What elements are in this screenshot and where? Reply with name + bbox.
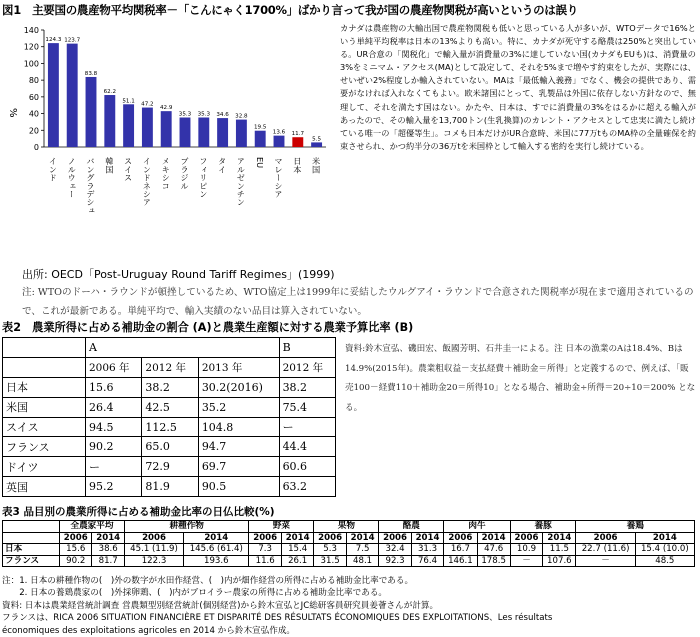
table3-year-header: 2006	[576, 532, 635, 544]
table2-cell: ー	[86, 457, 142, 477]
table3-year-header: 2006	[124, 532, 183, 544]
table2-cell: 94.7	[198, 437, 279, 457]
table2-cell: 26.4	[86, 397, 142, 417]
table3-corner-2	[3, 532, 60, 544]
table2-cell: 35.2	[198, 397, 279, 417]
table3-cell: 11.5	[543, 544, 576, 556]
table3-cell: 76.4	[411, 555, 443, 567]
bar	[255, 131, 266, 147]
x-tick-label: 日本	[292, 157, 303, 174]
y-tick-label: 40	[28, 109, 39, 119]
table3-note-line: économiques des exploitations agricoles en 2014 から鈴木宣弘作成。	[2, 625, 296, 636]
table3	[2, 520, 695, 567]
table3-cell: 90.2	[60, 555, 92, 567]
x-tick-label: マレーシア	[274, 157, 284, 198]
table2-row	[3, 437, 336, 457]
y-tick-label: 20	[28, 126, 39, 136]
y-tick-label: 0	[33, 143, 39, 152]
table3-title: 表3 品目別の農業所得に占める補助金比率の日仏比較(%)	[2, 506, 275, 518]
table3-cell: 38.6	[92, 544, 124, 556]
table3-row-label: 日本	[3, 544, 60, 556]
y-tick-label: 60	[28, 92, 39, 102]
table2-row-label: ドイツ	[3, 457, 86, 477]
table2-cell: ー	[279, 417, 335, 437]
table3-cell: －	[576, 555, 635, 567]
figure-source: 出所: OECD「Post-Uruguay Round Tariff Regimes」(1999)	[22, 268, 335, 281]
table2-cell: 112.5	[142, 417, 198, 437]
table3-cell: 145.6 (61.4)	[184, 544, 249, 556]
table3-group-row	[3, 521, 695, 533]
bar-value-label: 123.7	[64, 37, 81, 44]
table3-row	[3, 544, 695, 556]
table3-row-label: フランス	[3, 555, 60, 567]
table2-cell: 81.9	[142, 477, 198, 497]
y-tick-label: 80	[28, 76, 39, 86]
table3-note-line: 2. 日本の養鶏農家の( )外採卵鶏、( )内がブロイラー農家の所得に占める補助金比率である。	[2, 588, 388, 599]
table3-cell: 15.6	[60, 544, 92, 556]
table2-cell: 38.2	[279, 377, 335, 397]
bar	[123, 104, 134, 147]
table3-cell: 48.5	[635, 555, 694, 567]
table3-cell: 31.5	[314, 555, 346, 567]
table2-body	[3, 377, 336, 496]
table3-cell: 146.1	[444, 555, 477, 567]
x-tick-label: インド	[48, 157, 59, 182]
table3-year-header: 2006	[510, 532, 542, 544]
tariff-bar-chart-svg	[0, 18, 335, 266]
table3-group-header: 養豚	[510, 521, 576, 533]
table2-row	[3, 377, 336, 397]
figure-title: 図1 主要国の農産物平均関税率－「こんにゃく1700%」ばかり言って我が国の農産物関税が高いというのは誤り	[2, 3, 578, 17]
bar-value-label: 62.2	[103, 89, 117, 96]
table3-cell: 193.6	[184, 555, 249, 567]
x-tick-label: バングラデシュ	[86, 157, 96, 215]
table2-year: 2012 年	[279, 357, 335, 377]
bar-value-label: 13.6	[272, 129, 286, 136]
x-tick-label: タイ	[217, 157, 228, 174]
bar-value-label: 83.8	[84, 70, 98, 77]
table3-group-header: 耕種作物	[124, 521, 249, 533]
table2-row-label: 英国	[3, 477, 86, 497]
bar	[142, 108, 153, 147]
table3-group-header: 酪農	[379, 521, 444, 533]
bar	[161, 111, 172, 147]
table2-cell: 65.0	[142, 437, 198, 457]
table3-corner	[3, 521, 60, 533]
table2-cell: 15.6	[86, 377, 142, 397]
table2-cell: 90.2	[86, 437, 142, 457]
table3-cell: 31.3	[411, 544, 443, 556]
x-tick-label: 米国	[311, 157, 322, 174]
table3-cell: 7.5	[346, 544, 378, 556]
table3-body	[3, 544, 695, 567]
bar	[86, 77, 97, 147]
y-axis-label: %	[7, 108, 18, 118]
x-tick-label: フィリピン	[198, 157, 209, 198]
table3-cell: 122.3	[124, 555, 183, 567]
table3-note-line: フランスは、RICA 2006 SITUATION FINANCIÈRE ET DISPARITÉ DES RÉSULTATS ÉCONOMIQUES DES EXPLOITATIONS、Les résultats	[2, 613, 553, 624]
table3-cell: 48.1	[346, 555, 378, 567]
table2-title: 表2 農業所得に占める補助金の割合 (A)と農業生産額に対する農業予算比率 (B)	[2, 321, 414, 334]
bar	[217, 118, 228, 147]
table3-group-header: 全農家平均	[60, 521, 125, 533]
table3-year-header: 2014	[184, 532, 249, 544]
table2-row-label: 日本	[3, 377, 86, 397]
table2-year-row	[3, 357, 336, 377]
table3-group-header: 養鶏	[576, 521, 695, 533]
table3-year-header: 2014	[411, 532, 443, 544]
table3-year-header: 2006	[314, 532, 346, 544]
bar-value-label: 35.3	[178, 111, 192, 118]
x-tick-label: EU	[255, 157, 266, 169]
bar	[274, 136, 285, 147]
x-tick-label: インドネシア	[142, 157, 153, 207]
table2-side-note: 資料:鈴木宣弘、磯田宏、飯國芳明、石井圭一による。注 日本の漁業のAは18.4%、Bは14.9%(2015年)。農業粗収益－支払経費＋補助金＝所得」と定義するので、例えば、「販売100－経費110＋補助金20＝所得10」となる場合、補助金÷所得＝20÷10＝200% となる。	[345, 344, 696, 413]
table2-group-a: A	[86, 338, 280, 358]
table3-cell: 26.1	[281, 555, 313, 567]
bar	[236, 120, 247, 147]
table2-cell: 95.2	[86, 477, 142, 497]
table2-corner-2	[3, 357, 86, 377]
table3-row	[3, 555, 695, 567]
table3-year-header: 2014	[281, 532, 313, 544]
table3-year-header: 2006	[60, 532, 92, 544]
table3-group-header: 肉牛	[444, 521, 511, 533]
table3-year-header: 2006	[249, 532, 281, 544]
table3-cell: 32.4	[379, 544, 411, 556]
table2-cell: 44.4	[279, 437, 335, 457]
table3-cell: 178.5	[477, 555, 510, 567]
table3-year-header: 2014	[346, 532, 378, 544]
table2-row-label: フランス	[3, 437, 86, 457]
x-tick-label: メキシコ	[161, 157, 172, 190]
bar-value-label: 51.1	[122, 98, 135, 105]
table2-row	[3, 477, 336, 497]
table3-cell: 15.4	[281, 544, 313, 556]
table3-year-header: 2014	[635, 532, 694, 544]
table3-note-line: 資料: 日本は農業経営統計調査 営農類型別経営統計(個別経営)から鈴木宣弘とJC総研客員研究員姜薈さんが計算。	[2, 600, 439, 611]
bar	[198, 117, 209, 147]
figure-commentary: カナダは農産物の大輸出国で農産物関税も低いと思っている人が多いが、WTOデータで16%という単純平均税率は日本の13%よりも高い。特に、カナダが死守する酪農は250%と突出している。UR合意の「関税化」で輸入量が消費量の3%に達していない国(カナダもEUも)は、消費量の3%をミニマム・アクセス(MA)として設定して、それを5%まで増やす約束をしたが、実際には、せいぜい2%程度しか輸入されていない。MAは「最低輸入義務」でなく、機会の提供であり、需要がなければ入れなくてもよい。欧米諸国にとって、乳製品は外国に依存しない方針なので、無理して、それを満たす国はない。かたや、日本は、すでに消費量の3%をはるかに超える輸入があったので、その輸入量を13,700トン(生乳換算)のカレント・アクセスとして忠実に満たし続けている唯一の「超優等生」。コメも日本だけがUR合意時、米国に77万tものMA枠の全量確保を約束させられ、かつ約半分の36万tを米国枠として輸入する密約を実行し続けている。	[340, 23, 696, 151]
x-tick-label: ノルウェー	[67, 157, 78, 198]
bar	[67, 44, 78, 147]
table3-note-line: 注：1. 日本の耕種作物の( )外の数字が水田作経営、( )内が畑作経営の所得に占める補助金比率である。	[2, 576, 414, 586]
bar	[311, 142, 322, 147]
table2-row-label: 米国	[3, 397, 86, 417]
table2-cell: 72.9	[142, 457, 198, 477]
table2-corner	[3, 338, 86, 358]
table2-cell: 94.5	[86, 417, 142, 437]
table3-cell: 10.9	[510, 544, 542, 556]
table2	[2, 337, 336, 497]
table3-cell: 16.7	[444, 544, 477, 556]
y-tick-label: 100	[23, 59, 39, 69]
table3-cell: 45.1 (11.9)	[124, 544, 183, 556]
bar	[48, 43, 59, 147]
table2-row	[3, 417, 336, 437]
table3-cell: 5.3	[314, 544, 346, 556]
table2-cell: 75.4	[279, 397, 335, 417]
table3-cell: 107.6	[543, 555, 576, 567]
bar-value-label: 47.2	[141, 101, 154, 108]
x-tick-label: ブラジル	[180, 157, 190, 190]
table3-group-header: 野菜	[249, 521, 314, 533]
bar-value-label: 32.8	[235, 113, 248, 120]
table3-notes	[2, 575, 698, 637]
table2-cell: 104.8	[198, 417, 279, 437]
table2-group-row	[3, 338, 336, 358]
table3-cell: 11.6	[249, 555, 281, 567]
bar-value-label: 42.9	[159, 105, 173, 112]
table2-group-b: B	[279, 338, 335, 358]
x-tick-label: 韓国	[104, 157, 115, 174]
table2-cell: 30.2(2016)	[198, 377, 279, 397]
bar	[104, 95, 115, 147]
bar-value-label: 5.5	[312, 136, 322, 143]
table3-cell: 22.7 (11.6)	[576, 544, 635, 556]
table2-cell: 42.5	[142, 397, 198, 417]
table3-year-row	[3, 532, 695, 544]
table2-cell: 63.2	[279, 477, 335, 497]
table3-cell: 81.7	[92, 555, 124, 567]
table2-year: 2006 年	[86, 357, 142, 377]
table3-cell: 7.3	[249, 544, 281, 556]
table2-cell: 60.6	[279, 457, 335, 477]
table3-cell: 47.6	[477, 544, 510, 556]
bar-value-label: 124.3	[45, 37, 62, 44]
bar-value-label: 35.3	[197, 111, 211, 118]
y-tick-label: 140	[23, 26, 39, 35]
bar-value-label: 34.6	[216, 112, 229, 119]
table2-year: 2012 年	[142, 357, 198, 377]
chart-bars	[45, 37, 322, 214]
table3-cell: 15.4 (10.0)	[635, 544, 694, 556]
bar-value-label: 19.5	[253, 124, 267, 131]
bar	[292, 137, 303, 147]
table2-year: 2013 年	[198, 357, 279, 377]
table3-year-header: 2006	[444, 532, 477, 544]
table3-group-header: 果物	[314, 521, 379, 533]
figure-note: 注: WTOのドーハ・ラウンドが頓挫しているため、WTO協定上は1999年に妥結したウルグアイ・ラウンドで合意された関税率が現在まで適用されているので、これが最新である。単純平均で、輸入実績のない品目は算入されていない。	[22, 287, 694, 317]
table3-cell: －	[510, 555, 542, 567]
y-tick-label: 120	[23, 42, 39, 52]
table2-row	[3, 457, 336, 477]
table3-cell: 92.3	[379, 555, 411, 567]
table2-cell: 38.2	[142, 377, 198, 397]
x-tick-label: アルゼンチン	[236, 157, 247, 207]
table2-cell: 90.5	[198, 477, 279, 497]
table2-cell: 69.7	[198, 457, 279, 477]
bar	[180, 117, 191, 147]
table2-row	[3, 397, 336, 417]
table3-year-header: 2014	[477, 532, 510, 544]
tariff-bar-chart	[0, 18, 335, 266]
table3-year-header: 2014	[92, 532, 124, 544]
table2-row-label: スイス	[3, 417, 86, 437]
x-tick-label: スイス	[123, 157, 134, 182]
table3-year-header: 2014	[543, 532, 576, 544]
table3-year-header: 2006	[379, 532, 411, 544]
bar-value-label: 11.7	[291, 131, 305, 138]
